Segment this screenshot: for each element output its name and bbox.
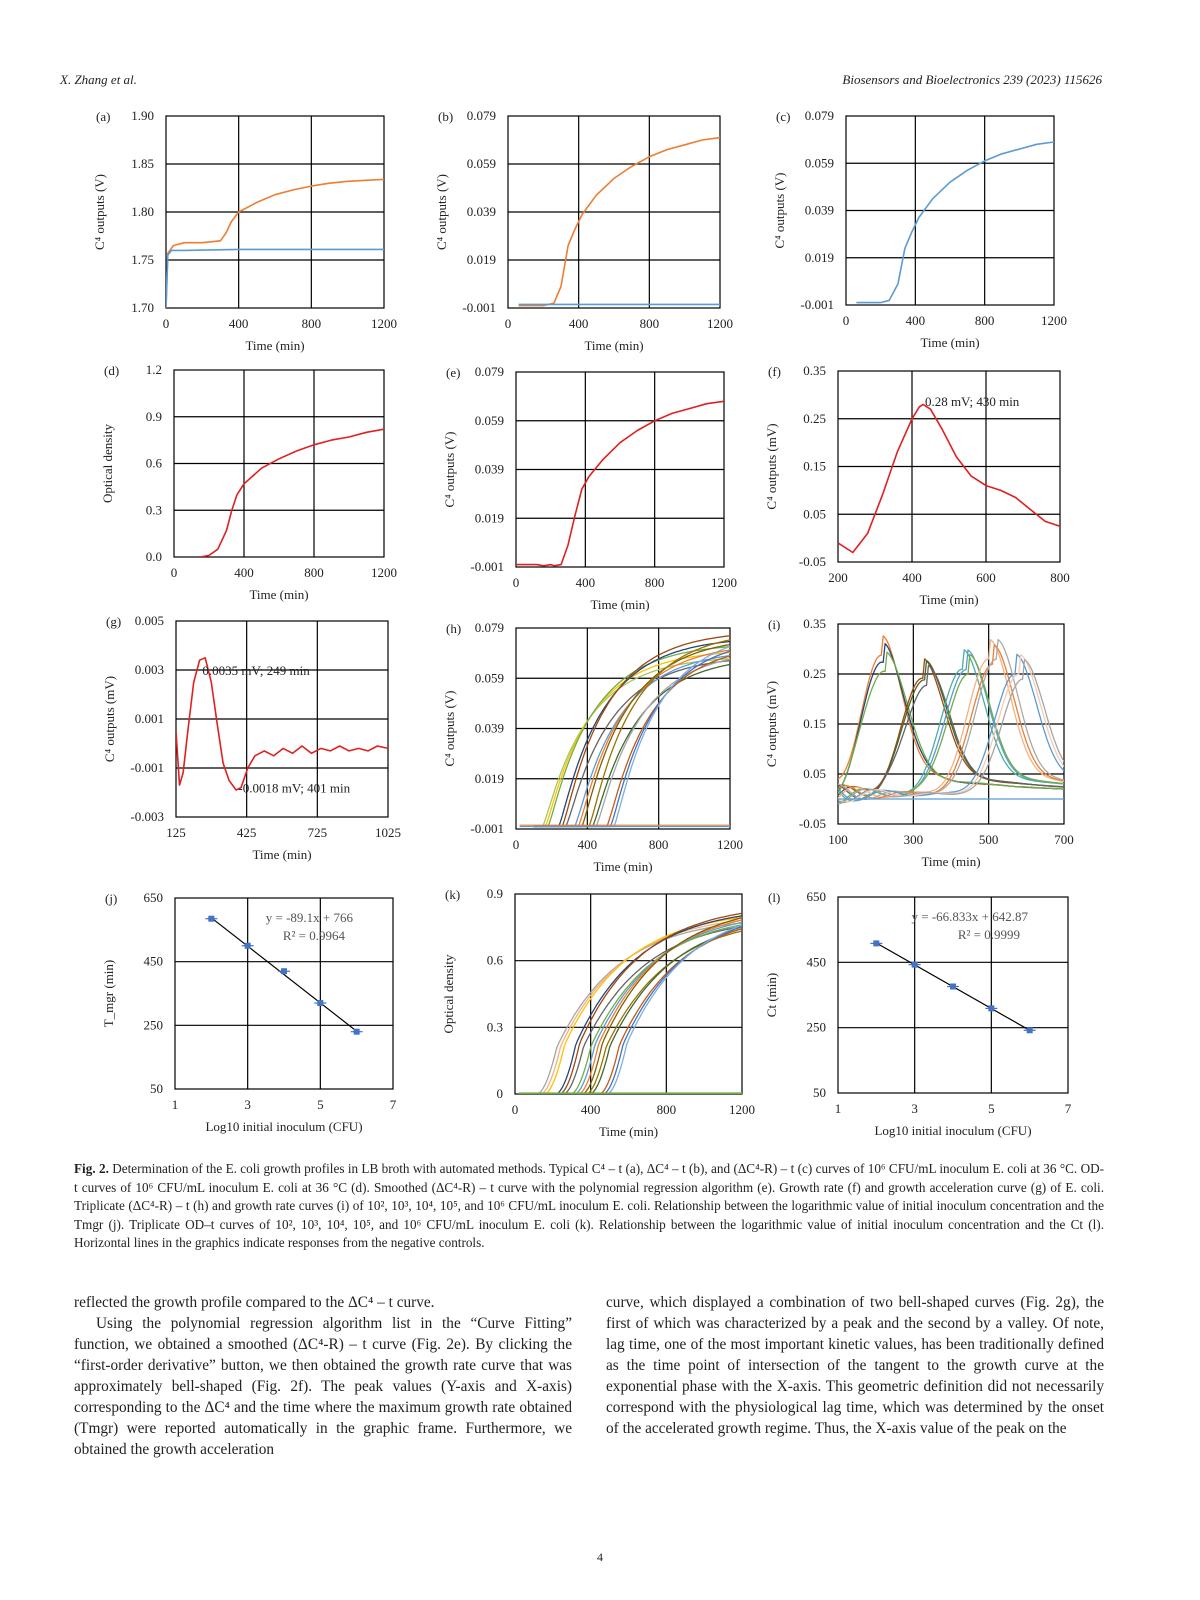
y-axis-label: C⁴ outputs (V) — [442, 690, 457, 767]
figure-caption — [74, 1160, 1104, 1253]
x-tick-label: 1200 — [1041, 313, 1067, 328]
panel-label: (e) — [446, 365, 461, 380]
y-tick-label: -0.001 — [470, 821, 504, 836]
y-axis-label: C⁴ outputs (mV) — [764, 423, 779, 510]
x-tick-label: 1200 — [717, 837, 743, 852]
x-tick-label: 400 — [902, 570, 922, 585]
x-tick-label: 1 — [171, 1097, 179, 1112]
panel-label: (k) — [445, 887, 461, 902]
series-line — [526, 917, 742, 1094]
series-line — [856, 142, 1054, 303]
x-tick-label: 0 — [504, 316, 512, 331]
series-line — [516, 401, 724, 566]
data-point — [354, 1029, 360, 1035]
y-tick-label: 0.059 — [474, 412, 504, 428]
panel-f — [764, 363, 1070, 607]
plot-frame — [515, 894, 742, 1094]
x-axis-label: Time (min) — [252, 847, 312, 862]
x-tick-label: 800 — [656, 1102, 677, 1117]
x-axis-label: Time (min) — [593, 859, 653, 874]
running-header-authors: X. Zhang et al. — [60, 72, 137, 87]
x-axis-label: Log10 initial inoculum (CFU) — [874, 1123, 1032, 1138]
x-axis-label: Time (min) — [598, 1124, 659, 1139]
data-point — [245, 943, 251, 949]
r-squared-label: R² = 0.9964 — [282, 928, 345, 943]
peak-annotation: 0.0035 mV; 249 min — [202, 662, 310, 678]
paragraph: reflected the growth profile compared to the ΔC⁴ – t curve. — [74, 1294, 435, 1311]
x-tick-label: 400 — [577, 837, 598, 852]
x-tick-label: 300 — [903, 832, 924, 847]
x-tick-label: 500 — [978, 832, 999, 847]
x-axis-label: Log10 initial inoculum (CFU) — [205, 1119, 363, 1134]
y-tick-label: 0.25 — [803, 410, 826, 426]
x-axis-label: Time (min) — [920, 335, 980, 350]
plot-area — [520, 636, 730, 827]
series-line — [534, 661, 730, 827]
plot-area — [838, 636, 1064, 804]
trendline-equation: y = -89.1x + 766 — [265, 910, 353, 925]
panel-i — [764, 616, 1074, 869]
y-tick-label: 0.003 — [134, 662, 164, 677]
r-squared-label: R² = 0.9999 — [957, 927, 1020, 942]
y-axis-label: Optical density — [441, 954, 456, 1034]
y-tick-label: 0.05 — [803, 766, 826, 781]
x-tick-label: 400 — [228, 316, 249, 331]
x-tick-label: 1200 — [707, 316, 733, 331]
y-tick-label: 0.0 — [145, 549, 162, 564]
y-axis-label: Optical density — [100, 423, 115, 504]
y-tick-label: 0.059 — [466, 156, 496, 171]
x-tick-label: 5 — [988, 1101, 995, 1116]
series-line — [526, 931, 742, 1094]
x-tick-label: 800 — [639, 316, 660, 331]
plot-area — [838, 404, 1060, 552]
y-axis-label: C⁴ outputs (mV) — [764, 680, 779, 768]
y-tick-label: 0.15 — [803, 458, 826, 474]
caption-text: Determination of the E. coli growth profiles in LB broth with automated methods. Typical C⁴ – t (a), ΔC⁴ – t (b), and (ΔC⁴-R) – t (c) curves of 10⁶ CFU/mL inoculum E. coli at 36 °C. OD-t curves of 10⁶ CFU/mL inoculum E. coli at 36 °C (d). Smoothed (ΔC⁴-R) – t curve with the polynomial regression algorithm (e). Growth rate (f) and growth acceleration curve (g) of E. coli. Triplicate (ΔC⁴-R) – t (h) and growth rate curves (i) of 10², 10³, 10⁴, 10⁵, and 10⁶ CFU/mL inoculum E. coli. Relationship between the logarithmic value of initial inoculum concentration and the Tmgr (j). Triplicate OD–t curves of 10², 10³, 10⁴, 10⁵, and 10⁶ CFU/mL inoculum E. coli (k). Relationship between the logarithmic value of initial inoculum concentration and the Ct (l). Horizontal lines in the graphics indicate responses from the negative controls. — [74, 1161, 1105, 1250]
series-line — [534, 659, 730, 826]
plot-frame — [175, 898, 393, 1089]
y-tick-label: 0.9 — [145, 408, 162, 424]
x-tick-label: 800 — [644, 575, 665, 590]
y-tick-label: 1.2 — [145, 362, 162, 377]
panel-b — [434, 108, 733, 353]
series-line — [838, 636, 1064, 789]
x-tick-label: 1200 — [371, 565, 397, 580]
y-tick-label: 0.05 — [803, 506, 826, 522]
y-tick-label: 0.019 — [804, 249, 834, 265]
series-line — [534, 642, 730, 827]
y-tick-label: 1.80 — [131, 204, 154, 219]
plot-area — [200, 429, 384, 557]
x-tick-label: 800 — [304, 565, 324, 580]
x-tick-label: 400 — [905, 313, 926, 328]
y-axis-label: C⁴ outputs (V) — [92, 173, 107, 251]
panel-l — [764, 889, 1072, 1138]
y-tick-label: 0.079 — [466, 108, 496, 123]
x-tick-label: 800 — [648, 837, 669, 852]
y-tick-label: 0.039 — [474, 720, 504, 736]
x-tick-label: 0 — [162, 316, 170, 331]
x-tick-label: 0 — [512, 837, 520, 852]
y-tick-label: 0.6 — [486, 952, 503, 968]
panel-a — [92, 108, 397, 353]
panel-label: (b) — [438, 109, 454, 124]
series-line — [200, 429, 384, 557]
data-point — [912, 962, 918, 968]
y-tick-label: 250 — [143, 1017, 163, 1033]
x-tick-label: 800 — [974, 313, 995, 328]
data-point — [873, 940, 879, 946]
y-tick-label: 0.079 — [804, 108, 834, 123]
y-tick-label: 0.6 — [145, 455, 162, 471]
y-tick-label: 0.9 — [486, 886, 503, 901]
y-tick-label: 0.35 — [803, 363, 826, 378]
y-tick-label: 1.85 — [131, 156, 154, 171]
y-axis-label: C⁴ outputs (V) — [434, 173, 449, 251]
x-tick-label: 200 — [828, 570, 848, 585]
series-line — [166, 179, 384, 308]
x-tick-label: 125 — [166, 825, 186, 840]
x-tick-label: 0 — [170, 565, 178, 580]
y-tick-label: 0.35 — [803, 616, 826, 631]
body-column-right — [606, 1292, 1104, 1439]
y-tick-label: -0.001 — [800, 297, 834, 312]
y-tick-label: 650 — [143, 890, 163, 905]
panel-label: (c) — [776, 109, 791, 124]
panel-label: (j) — [105, 891, 118, 906]
series-line — [519, 138, 720, 306]
plot-area — [516, 401, 724, 566]
y-tick-label: 450 — [806, 954, 826, 970]
x-tick-label: 1200 — [711, 575, 737, 590]
x-tick-label: 0 — [512, 575, 520, 590]
series-line — [166, 249, 384, 308]
paragraph: Using the polynomial regression algorithm list in the “Curve Fitting” function, we obtained a smoothed (ΔC⁴-R) – t curve (Fig. 2e). By clicking the “first-order derivative” button, we then obtained the growth rate curve that was approximately bell-shaped (Fig. 2f). The peak values (Y-axis and X-axis) corresponding to the ΔC⁴ and the time where the maximum growth rate obtained (Tmgr) were reported automatically in the graphic frame. Furthermore, we obtained the growth acceleration — [74, 1315, 572, 1458]
x-tick-label: 400 — [575, 575, 596, 590]
y-tick-label: -0.001 — [470, 559, 504, 574]
y-tick-label: 0.15 — [803, 716, 826, 731]
valley-annotation: -0.0018 mV; 401 min — [238, 780, 351, 796]
panel-label: (l) — [768, 890, 781, 905]
panel-e — [442, 364, 737, 612]
data-point — [317, 1000, 323, 1006]
trendline-equation: y = -66.833x + 642.87 — [911, 909, 1028, 924]
x-tick-label: 400 — [234, 565, 254, 580]
y-tick-label: 0.079 — [474, 620, 504, 635]
x-tick-label: 3 — [911, 1101, 918, 1116]
y-axis-label: C⁴ outputs (mV) — [102, 675, 117, 763]
y-axis-label: C⁴ outputs (V) — [442, 431, 457, 508]
y-tick-label: 0.005 — [134, 613, 164, 628]
page-number: 4 — [597, 1550, 603, 1564]
x-tick-label: 1025 — [375, 825, 401, 840]
x-tick-label: 7 — [389, 1097, 397, 1112]
plot-area — [519, 138, 720, 306]
y-tick-label: 0.039 — [804, 202, 834, 218]
body-column-left — [74, 1292, 572, 1460]
panel-g — [102, 613, 401, 862]
peak-annotation: 0.28 mV; 430 min — [924, 394, 1020, 410]
data-point — [208, 916, 214, 922]
x-axis-label: Time (min) — [249, 587, 309, 602]
y-tick-label: 0.079 — [474, 364, 504, 379]
series-line — [838, 404, 1060, 552]
y-tick-label: 0.019 — [466, 252, 496, 267]
y-tick-label: -0.001 — [462, 300, 496, 315]
x-tick-label: 5 — [317, 1097, 324, 1112]
panel-j — [101, 890, 397, 1134]
x-tick-label: 0 — [842, 313, 850, 328]
panel-h — [442, 620, 743, 874]
x-tick-label: 725 — [307, 825, 328, 840]
y-tick-label: 1.90 — [131, 108, 154, 123]
panel-label: (g) — [106, 614, 122, 629]
data-point — [950, 984, 956, 990]
y-tick-label: 0.039 — [466, 204, 496, 219]
y-tick-label: 0.059 — [804, 155, 834, 171]
x-tick-label: 1200 — [371, 316, 397, 331]
y-tick-label: 50 — [150, 1081, 163, 1096]
y-tick-label: 0.039 — [474, 461, 504, 477]
x-axis-label: Time (min) — [921, 854, 981, 869]
x-tick-label: 800 — [1050, 570, 1070, 585]
y-tick-label: -0.05 — [798, 554, 826, 569]
series-line — [534, 665, 730, 827]
panel-d — [100, 362, 397, 602]
panel-label: (i) — [768, 617, 781, 632]
data-point — [988, 1005, 994, 1011]
data-point — [1027, 1027, 1033, 1033]
panel-label: (f) — [768, 364, 781, 379]
x-axis-label: Time (min) — [919, 592, 979, 607]
y-tick-label: 0.001 — [134, 711, 164, 726]
y-tick-label: 1.70 — [131, 300, 154, 315]
x-axis-label: Time (min) — [245, 338, 305, 353]
caption-lead: Fig. 2. — [74, 1161, 109, 1176]
y-tick-label: 0.3 — [486, 1019, 503, 1035]
x-tick-label: 1 — [834, 1101, 842, 1116]
y-axis-label: T_mgr (min) — [101, 959, 116, 1028]
y-axis-label: C⁴ outputs (V) — [772, 172, 787, 249]
x-tick-label: 1200 — [729, 1102, 755, 1117]
x-tick-label: 400 — [580, 1102, 601, 1117]
y-tick-label: -0.001 — [130, 760, 164, 775]
y-axis-label: Ct (min) — [764, 972, 779, 1018]
x-tick-label: 800 — [301, 316, 322, 331]
panel-label: (d) — [104, 363, 120, 378]
y-tick-label: 0.019 — [474, 510, 504, 526]
x-tick-label: 100 — [828, 832, 848, 847]
y-tick-label: 450 — [143, 953, 163, 969]
x-axis-label: Time (min) — [590, 597, 650, 612]
x-tick-label: 700 — [1054, 832, 1074, 847]
running-header-journal: Biosensors and Bioelectronics 239 (2023) 115626 — [842, 72, 1102, 87]
panel-k — [441, 886, 755, 1139]
x-tick-label: 600 — [976, 570, 996, 585]
x-tick-label: 3 — [244, 1097, 251, 1112]
data-point — [281, 968, 287, 974]
series-line — [534, 656, 730, 827]
y-tick-label: 50 — [813, 1085, 826, 1100]
y-tick-label: 1.75 — [131, 252, 154, 267]
x-tick-label: 400 — [568, 316, 589, 331]
y-tick-label: 250 — [806, 1019, 826, 1035]
x-tick-label: 425 — [236, 825, 257, 840]
y-tick-label: 0 — [496, 1086, 503, 1101]
y-tick-label: 0.019 — [474, 770, 504, 786]
y-tick-label: 650 — [806, 889, 826, 904]
panel-label: (h) — [446, 621, 462, 636]
x-axis-label: Time (min) — [584, 338, 644, 353]
series-line — [534, 659, 730, 827]
plot-area — [856, 142, 1054, 303]
y-tick-label: -0.003 — [130, 809, 164, 824]
y-tick-label: -0.05 — [798, 816, 826, 831]
paragraph: curve, which displayed a combination of two bell-shaped curves (Fig. 2g), the first of which was characterized by a peak and the second by a valley. Of note, lag time, one of the most important kinetic values, has been traditionally defined as the time point of intersection of the tangent to the growth curve at the exponential phase with the X-axis. This geometric definition did not necessarily correspond with the physiological lag time, which was determined by the onset of the accelerated growth regime. Thus, the X-axis value of the peak on the — [606, 1294, 1104, 1437]
y-tick-label: 0.059 — [474, 670, 504, 686]
y-tick-label: 0.3 — [145, 502, 162, 518]
plot-frame — [838, 897, 1068, 1093]
x-tick-label: 0 — [511, 1102, 519, 1117]
plot-area — [166, 179, 384, 308]
plot-area — [519, 913, 742, 1094]
panel-c — [772, 108, 1067, 350]
panel-label: (a) — [96, 109, 111, 124]
y-tick-label: 0.25 — [803, 666, 826, 681]
x-tick-label: 7 — [1064, 1101, 1072, 1116]
plot-area — [870, 940, 1035, 1033]
